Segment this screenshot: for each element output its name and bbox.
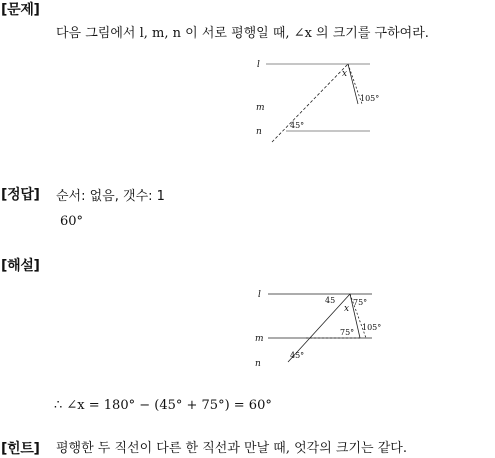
sol-angle-45-bottom: 45° <box>290 351 305 360</box>
sol-angle-105: 105° <box>362 323 382 332</box>
answer-heading: [정답] <box>1 187 40 203</box>
sol-angle-75-mid: 75° <box>340 328 355 337</box>
sol-angle-45-top: 45 <box>325 296 336 305</box>
solution-equation: ∴ ∠x = 180° − (45° + 75°) = 60° <box>54 398 272 413</box>
solution-figure <box>252 284 387 372</box>
line-label-n: n <box>256 127 262 137</box>
angle-45-label: 45° <box>290 121 305 130</box>
sol-angle-75-top: 75° <box>353 298 368 307</box>
solution-heading: [해설] <box>1 258 40 274</box>
line-label-l: l <box>257 60 260 70</box>
hint-heading: [힌트] <box>1 441 40 457</box>
sol-line-label-m: m <box>255 334 264 344</box>
sol-line-label-n: n <box>255 359 261 369</box>
answer-value: 60° <box>60 214 84 229</box>
line-label-m: m <box>256 103 265 113</box>
problem-heading: [문제] <box>1 2 40 18</box>
problem-text: 다음 그림에서 l, m, n 이 서로 평행일 때, ∠x 의 크기를 구하여라. <box>56 26 429 41</box>
sol-line-label-l: l <box>258 290 261 300</box>
sol-angle-x: x <box>344 304 350 314</box>
angle-x-label: x <box>342 69 348 79</box>
problem-figure <box>250 52 385 147</box>
angle-105-label: 105° <box>360 94 380 103</box>
answer-order-count: 순서: 없음, 갯수: 1 <box>56 189 165 204</box>
hint-text: 평행한 두 직선이 다른 한 직선과 만날 때, 엇각의 크기는 같다. <box>56 441 407 456</box>
